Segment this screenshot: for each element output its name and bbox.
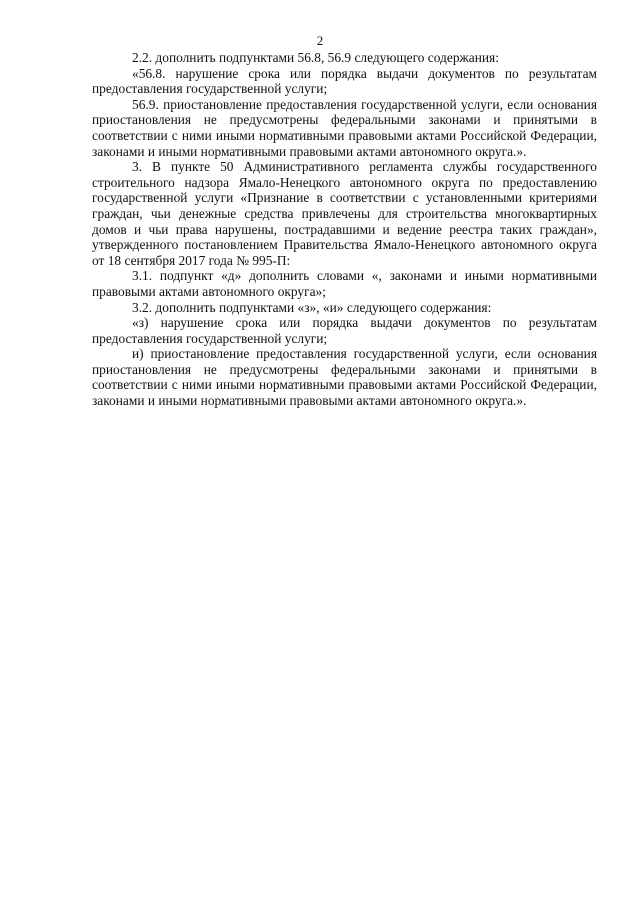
paragraph-i: и) приостановление предоставления государственной услуги, если основания приостановления не предусмотрены федеральными законами и принятыми в соответствии с ними иными нормативными правовыми актами Российской Федерации, законами и иными нормативными правовыми актами автономного округа.».	[92, 346, 597, 409]
page-number: 2	[316, 33, 324, 48]
paragraph-3: 3. В пункте 50 Административного регламента службы государственного строительного надзора Ямало-Ненецкого автономного округа по предоставлению государственной услуги «Признание в соответствии с установленными критериями граждан, чьи денежные средства привлечены для строительства многоквартирных домов и чьи права нарушены, пострадавшими и ведение реестра таких граждан», утвержденного постановлением Правительства Ямало-Ненецкого автономного округа от 18 сентября 2017 года № 995-П:	[92, 159, 597, 268]
paragraph-56-9: 56.9. приостановление предоставления государственной услуги, если основания приостановления не предусмотрены федеральными законами и принятыми в соответствии с ними иными нормативными правовыми актами Российской Федерации, законами и иными нормативными правовыми актами автономного округа.».	[92, 96, 597, 159]
paragraph-3-1: 3.1. подпункт «д» дополнить словами «, законами и иными нормативными правовыми актами автономного округа»;	[92, 268, 597, 299]
paragraph-3-2: 3.2. дополнить подпунктами «з», «и» следующего содержания:	[132, 299, 492, 315]
paragraph-z: «з) нарушение срока или порядка выдачи документов по результатам предоставления государственной услуги;	[92, 315, 597, 346]
paragraph-56-8: «56.8. нарушение срока или порядка выдачи документов по результатам предоставления государственной услуги;	[92, 65, 597, 97]
document-body	[92, 50, 597, 409]
paragraph-2-2: 2.2. дополнить подпунктами 56.8, 56.9 следующего содержания:	[132, 50, 499, 65]
